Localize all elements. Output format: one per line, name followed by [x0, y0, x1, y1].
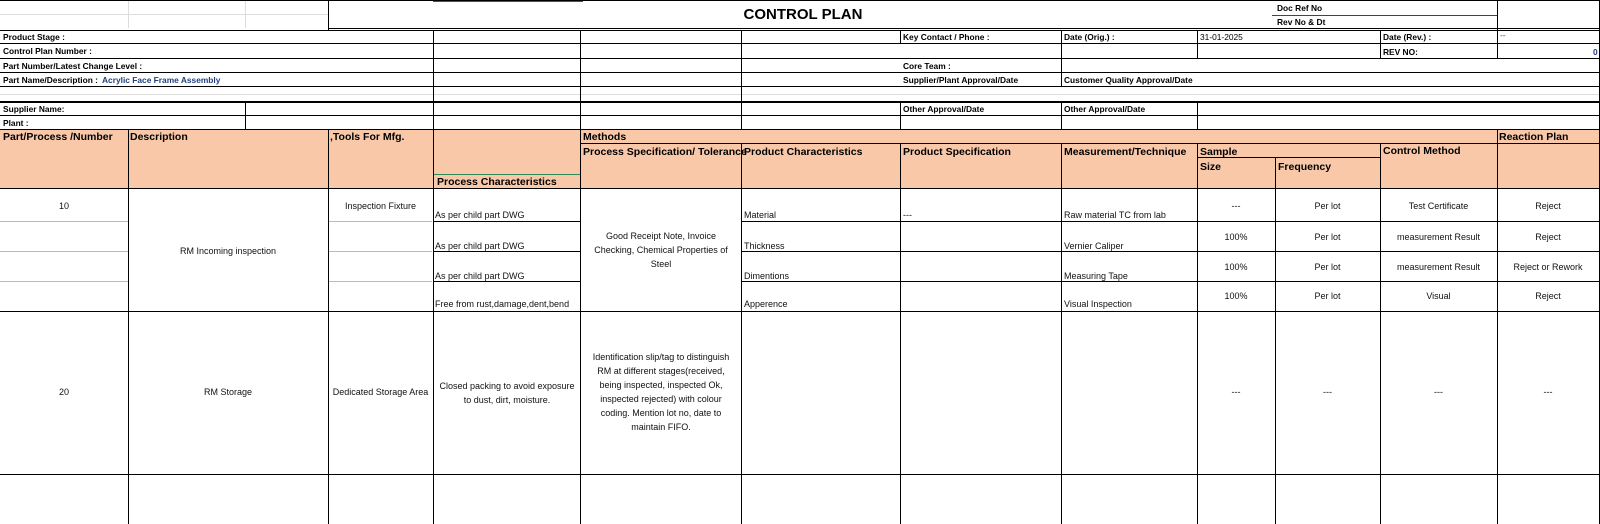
- date-orig-label: Date (Orig.) :: [1064, 32, 1115, 42]
- col-header-control-method: Control Method: [1383, 145, 1461, 157]
- supplier-name-label: Supplier Name:: [3, 104, 65, 114]
- rev-no-value: 0: [1593, 47, 1598, 57]
- op-tools-20: Dedicated Storage Area: [332, 387, 429, 397]
- col-header-tools: ,Tools For Mfg.: [330, 131, 405, 143]
- op-description-20: RM Storage: [203, 387, 253, 397]
- sample-size-row: ---: [1231, 387, 1241, 397]
- core-team-label: Core Team :: [903, 61, 951, 71]
- process-char-row: As per child part DWG: [435, 210, 525, 220]
- control-method-row: ---: [1434, 387, 1443, 397]
- key-contact-label: Key Contact / Phone :: [903, 32, 990, 42]
- other-approval-label-1: Other Approval/Date: [903, 104, 985, 114]
- control-method-row: measurement Result: [1396, 232, 1481, 242]
- measurement-row: Measuring Tape: [1064, 271, 1128, 281]
- op-process-spec-20: Identification slip/tag to distinguish RM at different stages(received, being inspected, inspected Ok, inspected rejected) with colour coding. Mention lot no, date to maintain FIFO.: [592, 352, 730, 432]
- process-char-row: As per child part DWG: [435, 271, 525, 281]
- supplier-approval-label: Supplier/Plant Approval/Date: [903, 75, 1019, 85]
- op-number-20: 20: [58, 387, 69, 397]
- control-method-row: Test Certificate: [1408, 201, 1469, 211]
- part-number-label: Part Number/Latest Change Level :: [3, 61, 143, 71]
- op-tools-10: Inspection Fixture: [344, 201, 417, 211]
- col-header-methods: Methods: [583, 131, 627, 143]
- op-process-spec-10: Good Receipt Note, Invoice Checking, Chemical Properties of Steel: [594, 231, 728, 269]
- product-char-row: Material: [744, 210, 777, 220]
- measurement-row: Vernier Caliper: [1064, 241, 1124, 251]
- reaction-plan-row: Reject or Rework: [1513, 262, 1583, 272]
- control-plan-number-label: Control Plan Number :: [3, 46, 92, 56]
- op-description-10: RM Incoming inspection: [179, 246, 277, 256]
- sample-size-row: 100%: [1224, 232, 1248, 242]
- page-title: CONTROL PLAN: [743, 6, 863, 23]
- other-approval-label-2: Other Approval/Date: [1064, 104, 1146, 114]
- control-method-row: measurement Result: [1396, 262, 1481, 272]
- table-header-fill: [0, 129, 1600, 188]
- process-char-row: As per child part DWG: [435, 241, 525, 251]
- rev-no-label: REV NO:: [1383, 47, 1418, 57]
- measurement-row: Raw material TC from lab: [1064, 210, 1166, 220]
- frequency-row: Per lot: [1314, 262, 1341, 272]
- col-header-product-char: Product Characteristics: [744, 146, 863, 158]
- frequency-row: Per lot: [1314, 201, 1341, 211]
- customer-quality-approval-label: Customer Quality Approval/Date: [1064, 75, 1193, 85]
- plant-label: Plant :: [3, 118, 29, 128]
- frequency-row: Per lot: [1314, 291, 1341, 301]
- col-header-frequency: Frequency: [1278, 161, 1332, 173]
- process-char-row: Free from rust,damage,dent,bend: [435, 299, 570, 309]
- col-header-process-spec: Process Specification/ Tolerance: [583, 146, 747, 158]
- col-header-size: Size: [1200, 161, 1222, 173]
- rev-no-dt-label: Rev No & Dt: [1277, 17, 1326, 27]
- doc-ref-label: Doc Ref No: [1277, 3, 1323, 13]
- date-orig-value: 31-01-2025: [1200, 32, 1243, 42]
- measurement-row: Visual Inspection: [1064, 299, 1132, 309]
- op-number-10: 10: [58, 201, 69, 211]
- product-char-row: Dimentions: [744, 271, 790, 281]
- control-method-row: Visual: [1426, 291, 1451, 301]
- part-name-label: Part Name/Description :: [3, 75, 98, 85]
- date-rev-value: --: [1500, 30, 1506, 40]
- col-header-part-process: Part/Process /Number: [3, 131, 113, 143]
- product-stage-label: Product Stage :: [3, 32, 65, 42]
- date-rev-label: Date (Rev.) :: [1383, 32, 1432, 42]
- col-header-process-char: Process Characteristics: [437, 176, 557, 188]
- col-header-measurement: Measurement/Technique: [1064, 146, 1187, 158]
- sample-size-row: 100%: [1224, 291, 1248, 301]
- col-header-sample: Sample: [1200, 146, 1238, 158]
- frequency-row: ---: [1323, 387, 1332, 397]
- col-header-description: Description: [130, 131, 188, 143]
- product-char-row: Thickness: [744, 241, 785, 251]
- sample-size-row: 100%: [1224, 262, 1248, 272]
- product-char-row: Apperence: [744, 299, 788, 309]
- product-spec-row: ---: [903, 210, 912, 220]
- reaction-plan-row: ---: [1543, 387, 1553, 397]
- reaction-plan-row: Reject: [1535, 291, 1561, 301]
- reaction-plan-row: Reject: [1535, 201, 1561, 211]
- part-name-value: Acrylic Face Frame Assembly: [102, 75, 221, 85]
- sample-size-row: ---: [1231, 201, 1241, 211]
- col-header-product-spec: Product Specification: [903, 146, 1011, 158]
- col-header-reaction-plan: Reaction Plan: [1499, 131, 1569, 143]
- frequency-row: Per lot: [1314, 232, 1341, 242]
- reaction-plan-row: Reject: [1535, 232, 1561, 242]
- op-process-char-20: Closed packing to avoid exposure to dust, dirt, moisture.: [439, 381, 575, 405]
